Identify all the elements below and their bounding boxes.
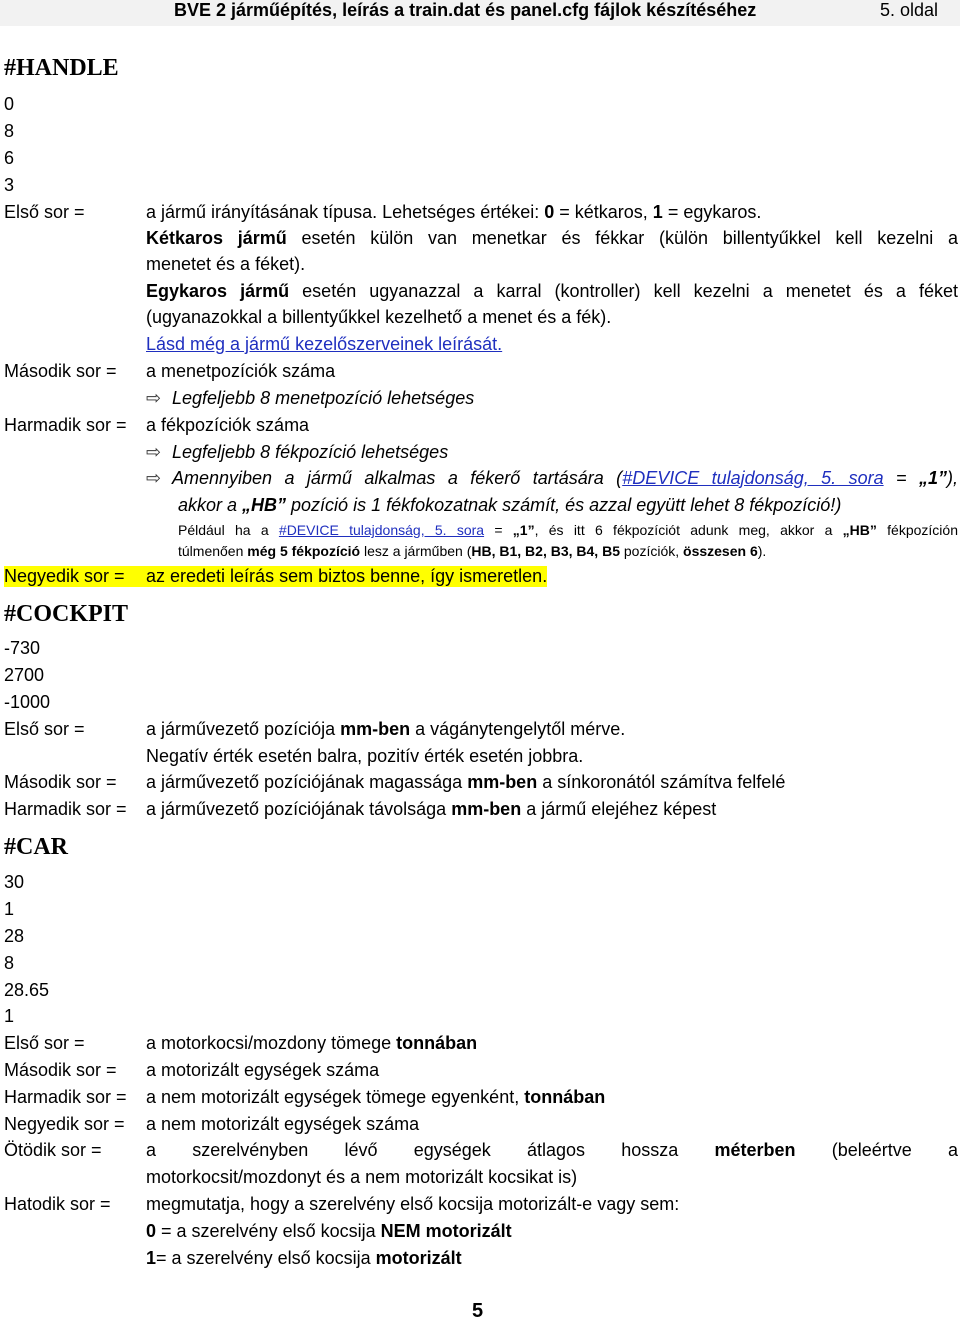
page-number: 5 (472, 1300, 484, 1322)
page-header (0, 0, 960, 26)
row-description-continued: Negatív érték esetén balra, pozitív érték esetén jobbra. (146, 746, 584, 766)
row-description: a jármű irányításának típusa. Lehetséges értékei: 0 = kétkaros, 1 = egykaros. (146, 202, 762, 222)
row-description: a nem motorizált egységek száma (146, 1114, 420, 1134)
row-label: Második sor = (4, 361, 117, 381)
two-lever-text: Kétkaros jármű esetén külön van menetkar és fékkar (külön billentyűkkel kell kezelni a (146, 228, 958, 248)
row-label-highlighted: Negyedik sor = (4, 566, 146, 587)
row-description: megmutatja, hogy a szerelvény első kocsija motorizált-e vagy sem: (146, 1194, 680, 1214)
hollow-arrow-right-icon: ⇨ (146, 442, 162, 462)
value-line: 1 (4, 1006, 15, 1026)
hollow-arrow-right-icon: ⇨ (146, 468, 162, 488)
one-lever-text-continued: (ugyanazokkal a billentyűkkel kezelhető a menet és a fék). (146, 307, 612, 327)
value-line: 3 (4, 175, 15, 195)
row-description: a járművezető pozíciójának magassága mm-ben a sínkoronától számítva felfelé (146, 772, 786, 792)
value-line: 8 (4, 953, 15, 973)
row-description: a szerelvényben lévő egységek átlagos hossza méterben (beleértve a (146, 1140, 959, 1160)
row-description-continued: motorkocsit/mozdonyt és a nem motorizált kocsikat is) (146, 1167, 578, 1187)
row-description: a nem motorizált egységek tömege egyenként, tonnában (146, 1087, 606, 1107)
option-not-motorized: 0 = a szerelvény első kocsija NEM motorizált (146, 1221, 512, 1241)
bullet-item-continued: akkor a „HB” pozíció is 1 fékfokozatnak számít, és azzal együtt lehet 8 fékpozíció!) (178, 495, 842, 515)
row-label: Ötödik sor = (4, 1140, 102, 1160)
device-property-link[interactable]: #DEVICE tulajdonság, 5. sora (622, 468, 884, 488)
row-description-highlighted: az eredeti leírás sem biztos benne, így ismeretlen. (146, 566, 548, 586)
controls-description-link[interactable]: Lásd még a jármű kezelőszerveinek leírását. (146, 334, 503, 354)
value-line: -1000 (4, 692, 51, 712)
section-heading-cockpit: #COCKPIT (4, 601, 129, 627)
row-label: Második sor = (4, 772, 117, 792)
hollow-arrow-right-icon: ⇨ (146, 388, 162, 408)
two-lever-text-continued: menetet és a féket). (146, 254, 306, 274)
row-description: a járművezető pozíciója mm-ben a vágánytengelytől mérve. (146, 719, 626, 739)
row-description: a menetpozíciók száma (146, 361, 336, 381)
row-label: Hatodik sor = (4, 1194, 111, 1214)
row-label: Harmadik sor = (4, 799, 127, 819)
option-motorized: 1= a szerelvény első kocsija motorizált (146, 1248, 462, 1268)
row-description: a járművezető pozíciójának távolsága mm-ben a jármű elejéhez képest (146, 799, 717, 819)
row-label: Harmadik sor = (4, 415, 127, 435)
row-label: Harmadik sor = (4, 1087, 127, 1107)
bullet-item: ⇨ Legfeljebb 8 menetpozíció lehetséges (146, 388, 475, 408)
value-line: -730 (4, 638, 41, 658)
section-heading-car: #CAR (4, 834, 68, 860)
bullet-item: ⇨ Amennyiben a jármű alkalmas a fékerő tartására (#DEVICE tulajdonság, 5. sora = „1”), (146, 468, 958, 488)
row-label: Második sor = (4, 1060, 117, 1080)
row-label: Első sor = (4, 1033, 85, 1053)
value-line: 0 (4, 94, 15, 114)
bullet-item: ⇨ Legfeljebb 8 fékpozíció lehetséges (146, 442, 449, 462)
row-description: a fékpozíciók száma (146, 415, 310, 435)
section-heading-handle: #HANDLE (4, 55, 119, 81)
row-label: Negyedik sor = (4, 1114, 125, 1134)
row-label: Első sor = (4, 202, 85, 222)
value-line: 8 (4, 121, 15, 141)
example-note: Például ha a #DEVICE tulajdonság, 5. sora = „1”, és itt 6 fékpozíciót adunk meg, akkor a „HB” fékpozíción (178, 522, 958, 538)
value-line: 2700 (4, 665, 45, 685)
row-label: Első sor = (4, 719, 85, 739)
one-lever-text: Egykaros jármű esetén ugyanazzal a karral (kontroller) kell kezelni a menetet és a féket (146, 281, 959, 301)
value-line: 28 (4, 926, 25, 946)
value-line: 1 (4, 899, 15, 919)
example-note-continued: túlmenően még 5 fékpozíció lesz a járműben (HB, B1, B2, B3, B4, B5 pozíciók, összesen 6). (178, 543, 767, 559)
document-title: BVE 2 járműépítés, leírás a train.dat és panel.cfg fájlok készítéséhez (174, 0, 757, 20)
page-reference: 5. oldal (880, 0, 939, 20)
device-property-link[interactable]: #DEVICE tulajdonság, 5. sora (278, 522, 485, 538)
value-line: 30 (4, 872, 25, 892)
value-line: 28.65 (4, 980, 50, 1000)
row-description: a motorkocsi/mozdony tömege tonnában (146, 1033, 478, 1053)
row-description: a motorizált egységek száma (146, 1060, 380, 1080)
value-line: 6 (4, 148, 15, 168)
